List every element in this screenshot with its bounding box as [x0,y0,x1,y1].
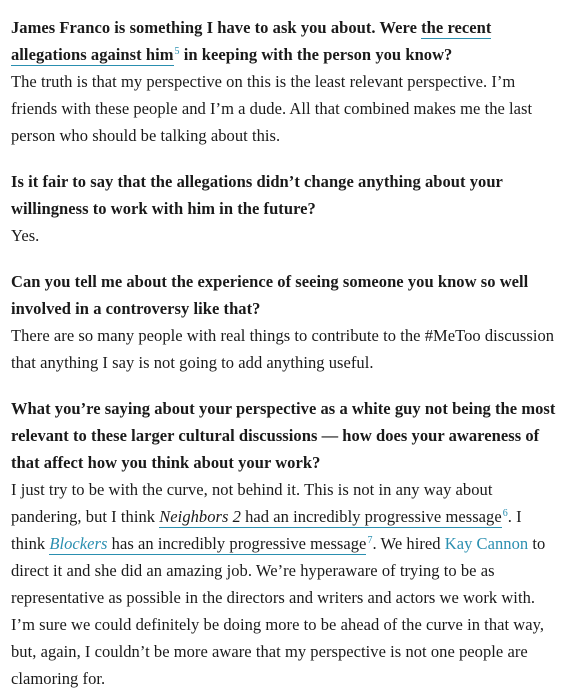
footnote-marker[interactable]: 7 [367,534,373,546]
qa-block [11,168,558,249]
interview-answer: There are so many people with real things to contribute to the #MeToo discussion that anything I say is not going to add anything useful. [11,326,555,372]
interview-question [11,14,558,68]
interview-answer: The truth is that my perspective on this is the least relevant perspective. I’m friends with these people and I’m a dude. All that combined makes me the last person who should be talking about this. [11,72,533,145]
answer-text: to direct it and she did an amazing job. We’re hyperaware of trying to be as representative as possible in the directors and writers and actors we work with. I’m sure we could definitely be doing more to be ahead of the curve in that way, but, again, I couldn’t be more aware that my perspective is not one people are clamoring for. [11,534,546,688]
interview-question: Is it fair to say that the allegations didn’t change anything about your willingness to work with him in the future? [11,172,503,218]
interview-question: Can you tell me about the experience of seeing someone you know so well involved in a controversy like that? [11,272,529,318]
allegations-link[interactable]: the recent allegations against him [11,18,492,64]
qa-block [11,268,558,376]
movie-title: Neighbors 2 [159,507,241,526]
blockers-link[interactable] [49,534,366,555]
question-text: James Franco is something I have to ask you about. Were [11,18,422,37]
neighbors-2-link[interactable] [159,507,501,528]
answer-text: I just try to be with the curve, not behind it. This is not in any way about pandering, but I think [11,480,493,526]
footnote-marker[interactable]: 6 [502,507,508,519]
link-text: has an incredibly progressive message [107,534,367,553]
movie-title: Blockers [49,534,108,553]
question-text: in keeping with the person you know? [179,45,453,64]
footnote-marker[interactable]: 5 [174,45,180,57]
interview-question: What you’re saying about your perspective as a white guy not being the most relevant to these larger cultural discussions — how does your awareness of that affect how you think about your work? [11,399,556,472]
answer-text: . I think [11,507,522,553]
interview-answer [11,476,558,692]
qa-block [11,14,558,149]
link-text: had an incredibly progressive message [240,507,502,526]
answer-text: . We hired [372,534,445,553]
kay-cannon-link[interactable]: Kay Cannon [444,534,529,553]
qa-block [11,395,558,692]
interview-answer: Yes. [11,226,40,245]
